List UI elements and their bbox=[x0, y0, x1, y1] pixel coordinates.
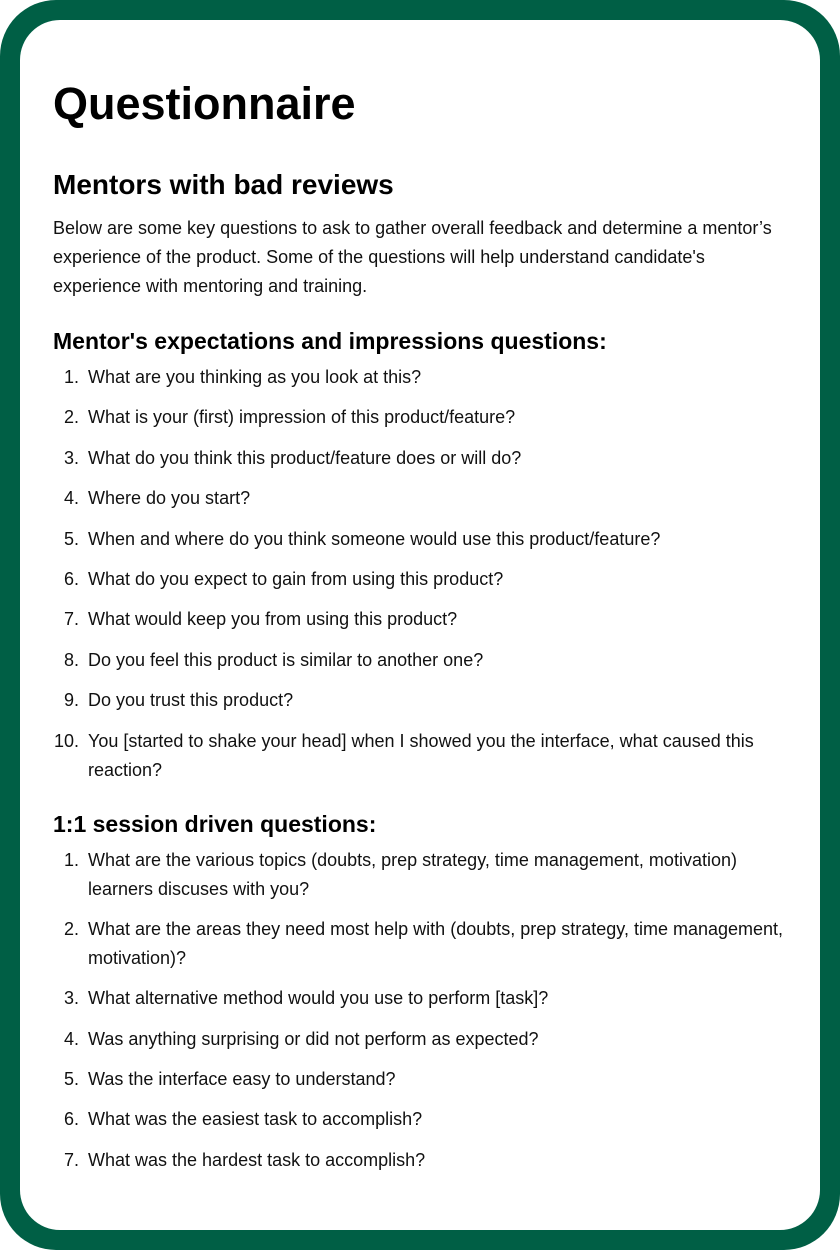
list-number: 4. bbox=[63, 488, 79, 509]
list-item bbox=[53, 1025, 787, 1054]
list-item bbox=[53, 646, 787, 675]
list-item bbox=[53, 727, 787, 785]
question-text: Was anything surprising or did not perform as expected? bbox=[88, 1028, 539, 1049]
list-item bbox=[53, 915, 787, 973]
expectations-list bbox=[53, 363, 787, 785]
question-text: What alternative method would you use to perform [task]? bbox=[88, 988, 549, 1009]
question-text: What would keep you from using this product? bbox=[88, 609, 458, 630]
list-item bbox=[53, 1146, 787, 1175]
question-text: Where do you start? bbox=[88, 488, 251, 509]
list-item bbox=[53, 363, 787, 392]
list-number: 5. bbox=[63, 1069, 79, 1090]
list-item bbox=[53, 484, 787, 513]
question-text: Do you feel this product is similar to another one? bbox=[88, 649, 484, 670]
list-number: 6. bbox=[63, 1109, 79, 1130]
expectations-heading: Mentor's expectations and impressions questions: bbox=[53, 328, 607, 354]
question-text: What do you expect to gain from using this product? bbox=[88, 568, 504, 589]
list-number: 3. bbox=[63, 447, 79, 468]
list-item bbox=[53, 565, 787, 594]
list-item bbox=[53, 525, 787, 554]
list-item bbox=[53, 984, 787, 1013]
list-number: 6. bbox=[63, 568, 79, 589]
question-text: What was the hardest task to accomplish? bbox=[88, 1149, 426, 1170]
section-title: Mentors with bad reviews bbox=[53, 169, 394, 200]
list-number: 3. bbox=[63, 988, 79, 1009]
list-number: 5. bbox=[63, 528, 79, 549]
question-text: What was the easiest task to accomplish? bbox=[88, 1109, 423, 1130]
list-number: 2. bbox=[63, 407, 79, 428]
list-number: 4. bbox=[63, 1028, 79, 1049]
question-text: What are the areas they need most help with (doubts, prep strategy, time management, motivation)? bbox=[88, 918, 784, 968]
question-text: Was the interface easy to understand? bbox=[88, 1069, 396, 1090]
list-number: 1. bbox=[63, 849, 79, 870]
intro-paragraph: Below are some key questions to ask to gather overall feedback and determine a mentor’s experience of the product. Some of the questions will help understand candidate's experience with mentoring and training. bbox=[53, 218, 772, 296]
list-number: 7. bbox=[63, 609, 79, 630]
questionnaire-card bbox=[20, 20, 820, 1230]
question-text: Do you trust this product? bbox=[88, 690, 294, 711]
list-item bbox=[53, 846, 787, 904]
question-text: What are you thinking as you look at this? bbox=[88, 367, 422, 387]
question-text: What are the various topics (doubts, prep strategy, time management, motivation) learners discuses with you? bbox=[88, 849, 737, 899]
question-text: What do you think this product/feature does or will do? bbox=[88, 447, 522, 468]
list-number: 2. bbox=[63, 918, 79, 939]
list-item bbox=[53, 444, 787, 473]
list-item bbox=[53, 605, 787, 634]
question-text: You [started to shake your head] when I showed you the interface, what caused this reaction? bbox=[88, 730, 754, 780]
list-number: 7. bbox=[63, 1149, 79, 1170]
list-number: 8. bbox=[63, 649, 79, 670]
list-item bbox=[53, 686, 787, 715]
list-item bbox=[53, 1105, 787, 1134]
session-heading: 1:1 session driven questions: bbox=[53, 810, 377, 837]
list-item bbox=[53, 403, 787, 432]
question-text: When and where do you think someone would use this product/feature? bbox=[88, 528, 661, 549]
list-number: 9. bbox=[63, 690, 79, 711]
session-list bbox=[53, 846, 787, 1175]
question-text: What is your (first) impression of this product/feature? bbox=[88, 407, 516, 428]
list-item bbox=[53, 1065, 787, 1094]
list-number: 10. bbox=[53, 730, 79, 751]
page-title: Questionnaire bbox=[53, 78, 356, 129]
list-number: 1. bbox=[63, 367, 79, 387]
